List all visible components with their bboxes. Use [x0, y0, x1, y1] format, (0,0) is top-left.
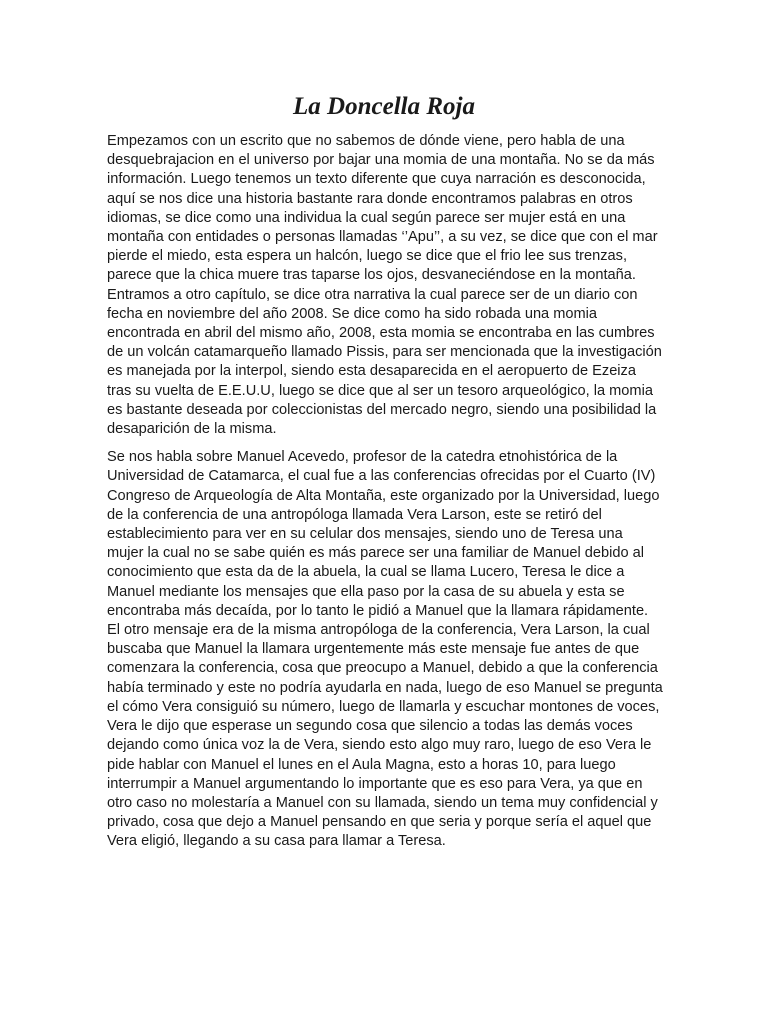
paragraph-1: Empezamos con un escrito que no sabemos de dónde viene, pero habla de una desquebrajacion en el universo por bajar una momia de una montaña. No se da más información. Luego tenemos un texto diferente que cuya narración es desconocida, aquí se nos dice una historia bastante rara donde encontramos palabras en otros idiomas, se dice como una individua la cual según parece ser mujer está en una montaña con entidades o personas llamadas ‘’Apu’’, a su vez, se dice que con el mar pierde el miedo, esta espera un halcón, luego se dice que el frio lee sus trenzas, parece que la chica muere tras taparse los ojos, desvaneciéndose en la montaña. Entramos a otro capítulo, se dice otra narrativa la cual parece ser de un diario con fecha en noviembre del año 2008. Se dice como ha sido robada una momia encontrada en abril del mismo año, 2008, esta momia se encontraba en las cumbres de un volcán catamarqueño llamado Pissis, para ser mencionada que la investigación es manejada por la interpol, siendo esta desaparecida en el aeropuerto de Ezeiza tras su vuelta de E.E.U.U, luego se dice que al ser un tesoro arqueológico, la momia es bastante deseada por coleccionistas del mercado negro, siendo una posibilidad la desaparición de la misma. [107, 133, 662, 438]
document-title: La Doncella Roja [293, 93, 475, 120]
paragraph-2: Se nos habla sobre Manuel Acevedo, profesor de la catedra etnohistórica de la Universidad de Catamarca, el cual fue a las conferencias ofrecidas por el Cuarto (IV) Congreso de Arqueología de Alta Montaña, este organizado por la Universidad, luego de la conferencia de una antropóloga llamada Vera Larson, este se retiró del establecimiento para ver en su celular dos mensajes, siendo uno de Teresa una mujer la cual no se sabe quién es más parece ser una familiar de Manuel debido al conocimiento que esta da de la abuela, la cual se llama Lucero, Teresa le dice a Manuel mediante los mensajes que ella paso por la casa de su abuela y esta se encontraba más decaída, por lo tanto le pidió a Manuel que la llamara rápidamente. El otro mensaje era de la misma antropóloga de la conferencia, Vera Larson, la cual buscaba que Manuel la llamara urgentemente más este mensaje fue antes de que comenzara la conferencia, cosa que preocupo a Manuel, debido a que la conferencia había terminado y este no podría ayudarla en nada, luego de eso Manuel se pregunta el cómo Vera consiguió su número, luego de llamarla y escuchar montones de voces, Vera le dijo que esperase un segundo cosa que silencio a todas las demás voces dejando como única voz la de Vera, siendo esto algo muy raro, luego de eso Vera le pide hablar con Manuel el lunes en el Aula Magna, esto a horas 10, para luego interrumpir a Manuel argumentando lo importante que es eso para Vera, ya que en otro caso no molestaría a Manuel con su llamada, siendo un tema muy confidencial y privado, cosa que dejo a Manuel pensando en que seria y porque sería el aquel que Vera eligió, llegando a su casa para llamar a Teresa. [107, 449, 663, 850]
document-body [107, 132, 663, 852]
